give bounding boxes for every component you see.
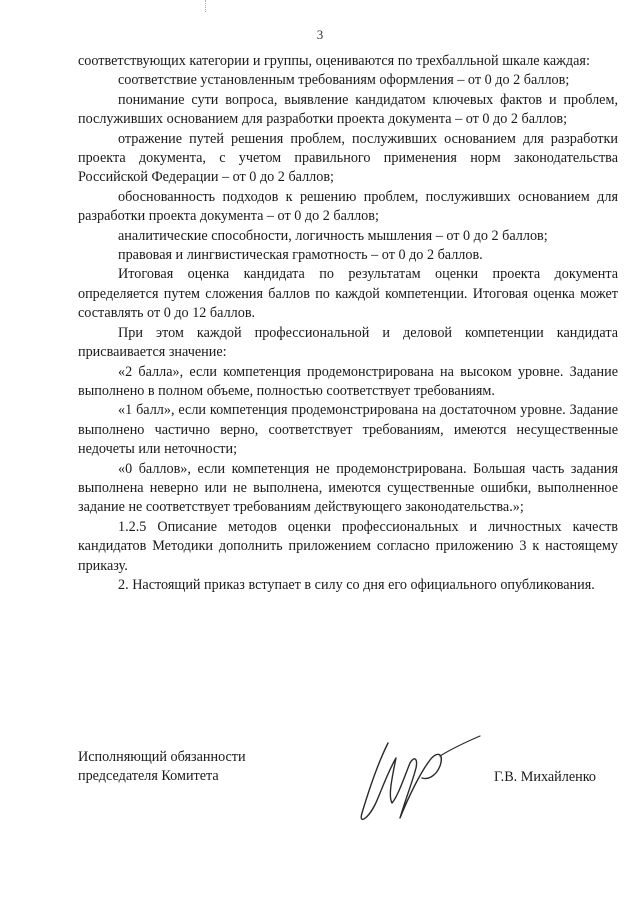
paragraph: соответствующих категории и группы, оцениваются по трехбалльной шкале каждая: (78, 53, 590, 69)
paragraph: аналитические способности, логичность мышления – от 0 до 2 баллов; (118, 227, 548, 244)
scan-artifact (205, 0, 208, 12)
signatory-position (78, 748, 246, 787)
paragraph: правовая и лингвистическая грамотность – от 0 до 2 баллов. (118, 247, 483, 264)
paragraph: 2. Настоящий приказ вступает в силу со дня его официального опубликования. (118, 576, 595, 593)
paragraph: «1 балл», если компетенция продемонстрирована на достаточном уровне. Задание выполнено частично верно, соответствует требованиям, имеются несущественные недочеты или неточности; (78, 402, 618, 458)
paragraph: При этом каждой профессиональной и деловой компетенции кандидата присваивается значение: (78, 324, 618, 361)
paragraph: соответствие установленным требованиям оформления – от 0 до 2 баллов; (118, 72, 570, 89)
signatory-name: Г.В. Михайленко (494, 769, 596, 785)
paragraph: обоснованность подходов к решению проблем, послуживших основанием для разработки проекта документа – от 0 до 2 баллов; (78, 188, 618, 225)
paragraph: понимание сути вопроса, выявление кандидатом ключевых фактов и проблем, послуживших основанием для разработки проекта документа – от 0 до 2 баллов; (78, 91, 618, 128)
signature-block (78, 748, 618, 868)
paragraph: Итоговая оценка кандидата по результатам оценки проекта документа определяется путем сложения баллов по каждой компетенции. Итоговая оценка может составлять от 0 до 12 баллов. (78, 266, 618, 322)
paragraph: 1.2.5 Описание методов оценки профессиональных и личностных качеств кандидатов Методики дополнить приложением согласно приложению 3 к настоящему приказу. (78, 518, 618, 574)
handwritten-signature (348, 718, 488, 838)
paragraph: «0 баллов», если компетенция не продемонстрирована. Большая часть задания выполнена неверно или не выполнена, имеются существенные ошибки, выполненное задание не соответствует требованиям действующего законодательства.»; (78, 460, 618, 516)
signatory-position-line1: Исполняющий обязанности (78, 749, 246, 765)
document-body (78, 52, 618, 595)
paragraph: «2 балла», если компетенция продемонстрирована на высоком уровне. Задание выполнено в полном объеме, полностью соответствует требованиям. (78, 363, 618, 399)
paragraph: отражение путей решения проблем, послуживших основанием для разработки проекта документа, с учетом правильного применения норм законодательства Российской Федерации – от 0 до 2 баллов; (78, 130, 618, 186)
signatory-position-line2: председателя Комитета (78, 768, 219, 785)
page-number: 3 (316, 27, 324, 42)
